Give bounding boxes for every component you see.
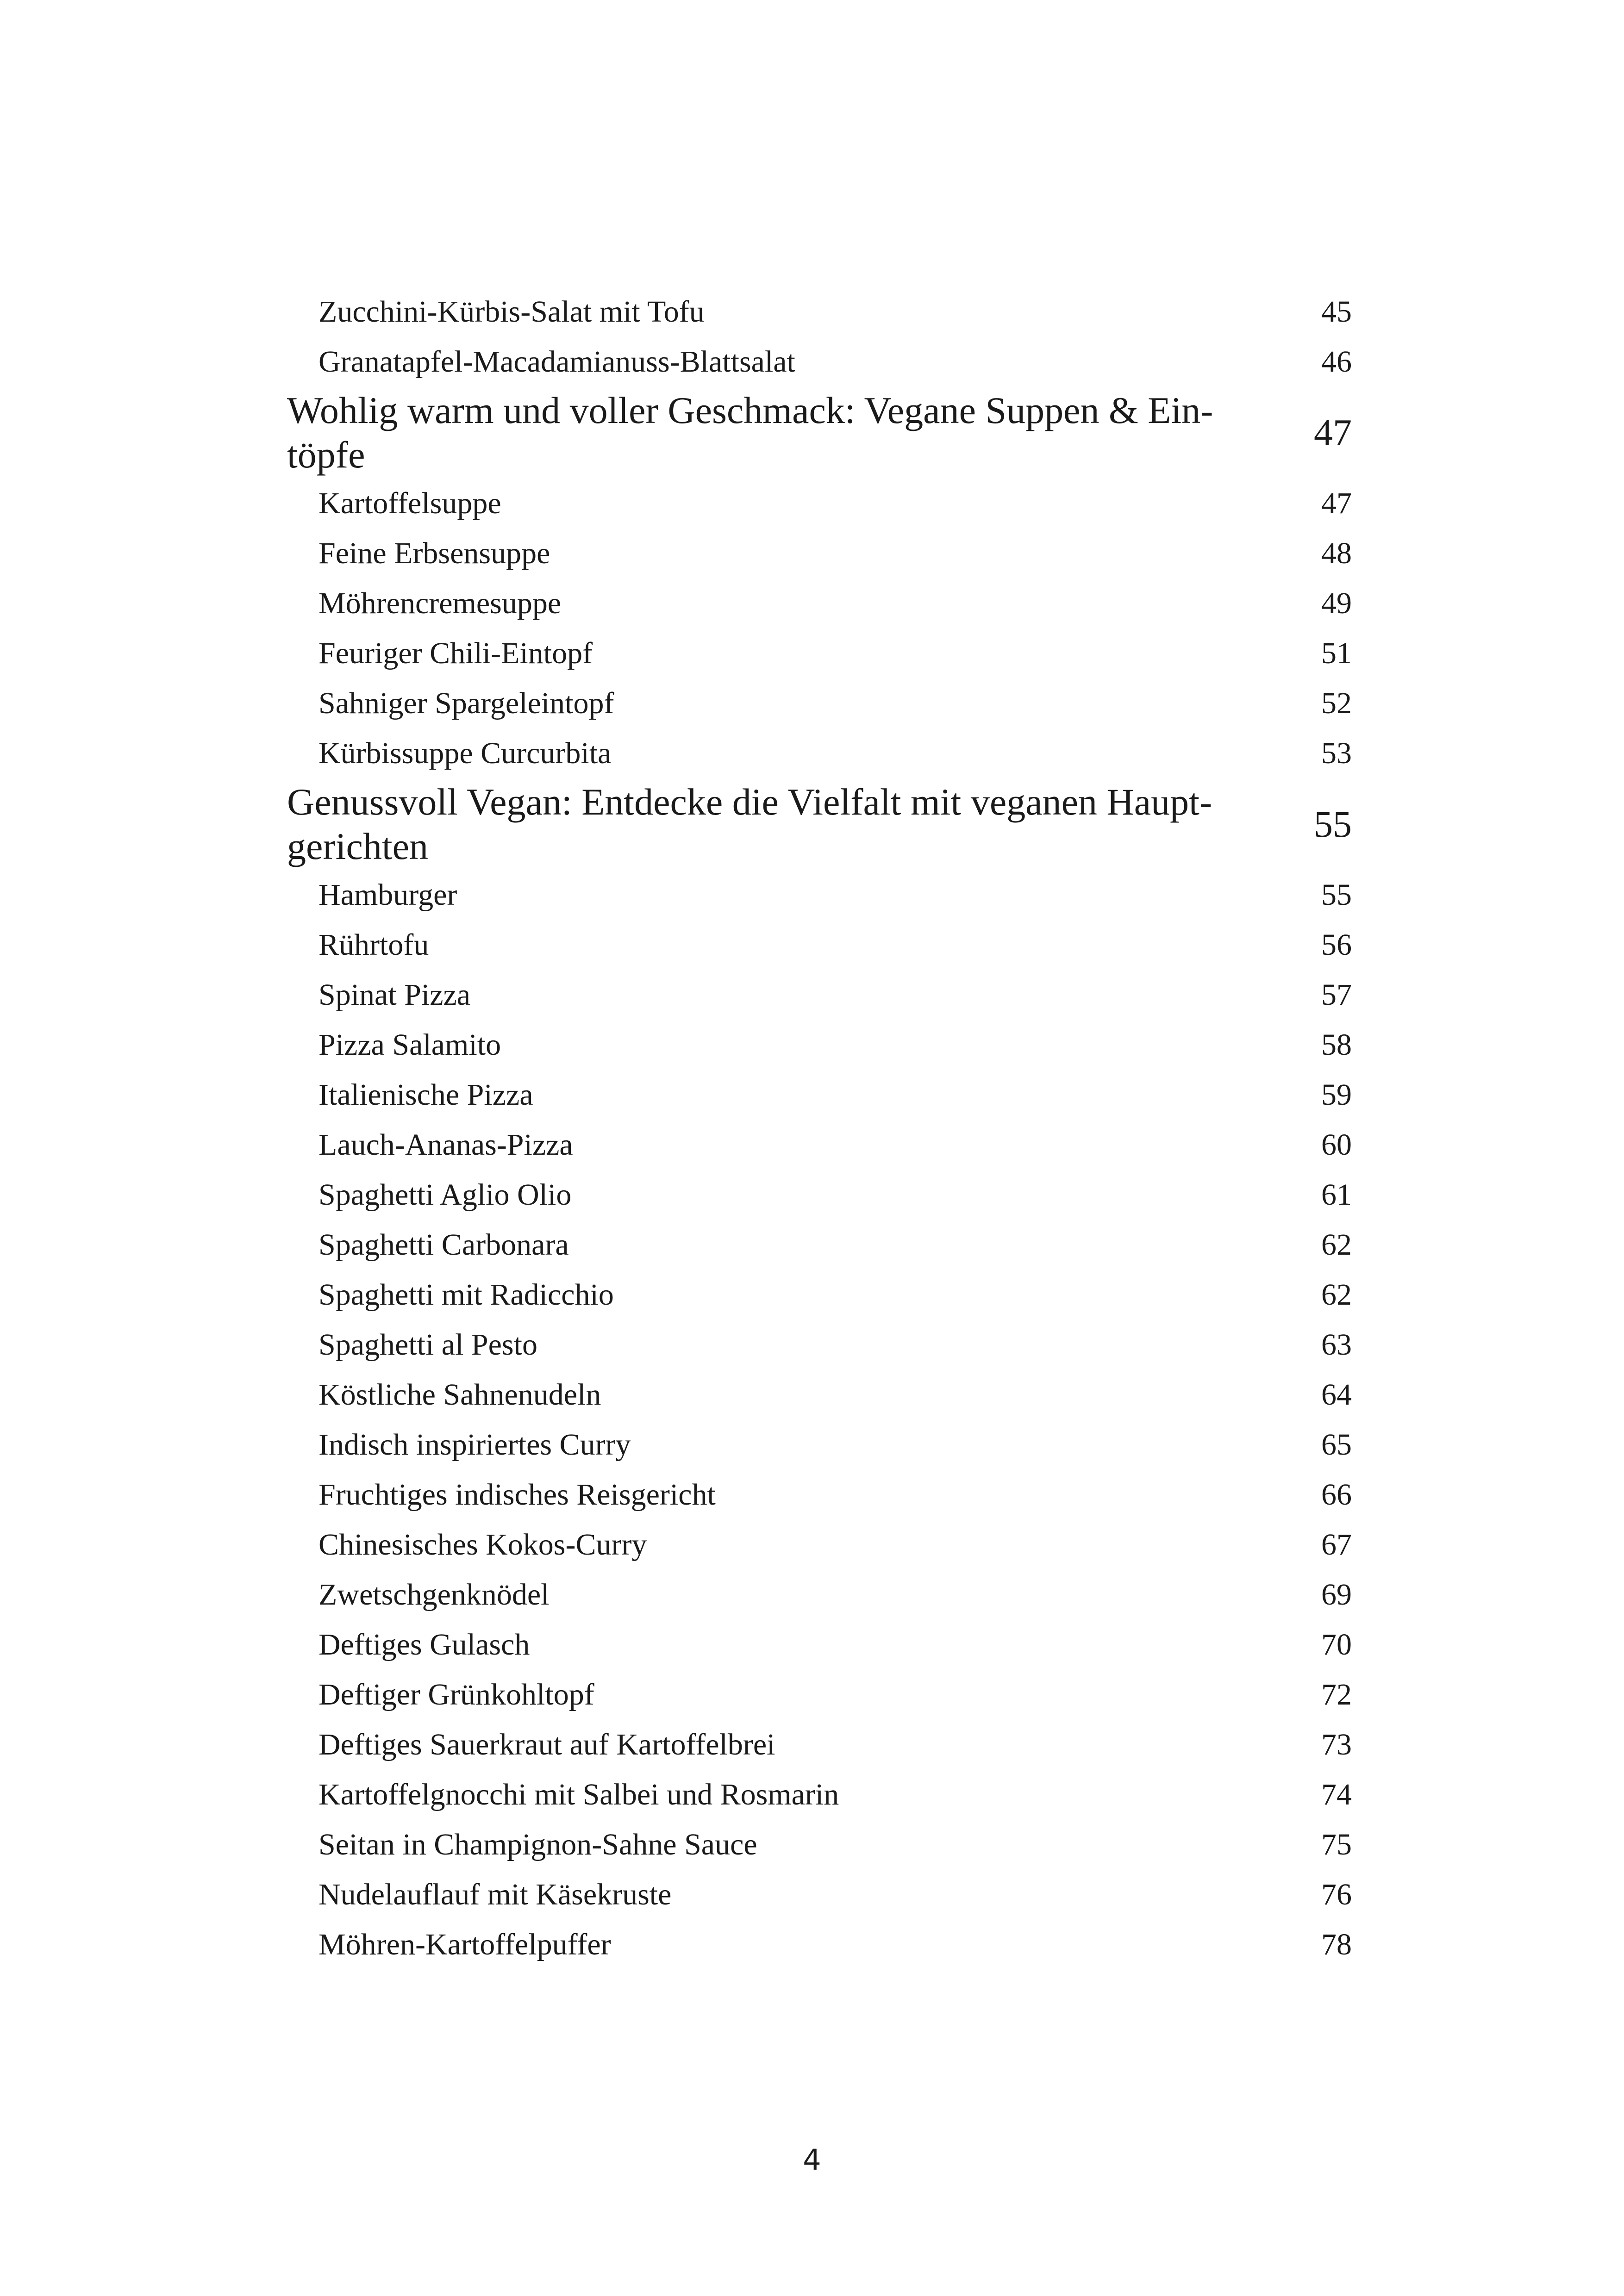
toc-page-number: 73 — [1321, 1728, 1352, 1761]
toc-entry[interactable] — [287, 628, 1352, 678]
toc-entry[interactable] — [287, 1870, 1352, 1920]
toc-entry[interactable] — [287, 1220, 1352, 1270]
toc-page-number: 52 — [1321, 686, 1352, 720]
toc-entry-title: Nudelauflauf mit Käsekruste — [319, 1878, 672, 1911]
toc-entry-title: Möhren-Kartoffelpuffer — [319, 1928, 611, 1961]
toc-page-number: 65 — [1321, 1428, 1352, 1462]
toc-entry[interactable] — [287, 728, 1352, 778]
toc-page-number: 55 — [1321, 878, 1352, 912]
toc-entry-title: Kartoffelsuppe — [319, 486, 501, 520]
toc-entry[interactable] — [287, 970, 1352, 1020]
page-number: 4 — [803, 2143, 821, 2177]
toc-chapter-entry[interactable] — [287, 389, 1352, 477]
toc-page-number: 61 — [1321, 1178, 1352, 1212]
toc-entry[interactable] — [287, 1420, 1352, 1470]
toc-entry-title: Indisch inspiriertes Curry — [319, 1428, 631, 1462]
toc-page-number: 67 — [1321, 1528, 1352, 1562]
toc-entry-title: Chinesisches Kokos-Curry — [319, 1528, 647, 1562]
toc-page-number: 46 — [1321, 345, 1352, 379]
toc-chapter-title: Wohlig warm und voller Geschmack: Vegane Suppen & Ein- töpfe — [287, 389, 1213, 476]
toc-entry[interactable] — [287, 1370, 1352, 1420]
toc-entry[interactable] — [287, 1620, 1352, 1670]
toc-entry[interactable] — [287, 1520, 1352, 1570]
toc-entry[interactable] — [287, 1020, 1352, 1070]
toc-page-number: 58 — [1321, 1028, 1352, 1062]
toc-entry[interactable] — [287, 337, 1352, 387]
toc-entry-title: Feine Erbsensuppe — [319, 536, 550, 570]
toc-page-number: 76 — [1321, 1878, 1352, 1911]
toc-entry-title: Zwetschgenknödel — [319, 1578, 550, 1612]
toc-page-number: 48 — [1321, 536, 1352, 570]
toc-entry[interactable] — [287, 479, 1352, 529]
toc-entry-title: Kürbissuppe Curcurbita — [319, 736, 612, 770]
toc-entry-title: Granatapfel-Macadamianuss-Blattsalat — [319, 345, 795, 379]
toc-entry[interactable] — [287, 1320, 1352, 1370]
toc-page-number: 59 — [1321, 1078, 1352, 1112]
toc-entry[interactable] — [287, 1920, 1352, 1970]
toc-page-number: 45 — [1321, 295, 1352, 329]
toc-page-number: 55 — [1314, 803, 1352, 845]
toc-entry[interactable] — [287, 678, 1352, 728]
toc-page-number: 56 — [1321, 928, 1352, 962]
toc-page-number: 74 — [1321, 1778, 1352, 1811]
toc-entry-title: Feuriger Chili-Eintopf — [319, 636, 593, 670]
toc-entry-title: Spinat Pizza — [319, 978, 471, 1012]
toc-page-number: 62 — [1321, 1278, 1352, 1312]
toc-entry-title: Deftiges Gulasch — [319, 1628, 530, 1661]
toc-entry-title: Zucchini-Kürbis-Salat mit Tofu — [319, 295, 705, 329]
table-of-contents — [287, 287, 1352, 1970]
toc-entry[interactable] — [287, 1170, 1352, 1220]
toc-page-number: 60 — [1321, 1128, 1352, 1162]
toc-entry[interactable] — [287, 579, 1352, 628]
toc-page-number: 57 — [1321, 978, 1352, 1012]
toc-chapter-title: Genussvoll Vegan: Entdecke die Vielfalt mit veganen Haupt- gerichten — [287, 781, 1212, 867]
toc-page-number: 69 — [1321, 1578, 1352, 1612]
toc-page-number: 47 — [1314, 411, 1352, 454]
toc-entry[interactable] — [287, 1470, 1352, 1520]
toc-entry-title: Spaghetti mit Radicchio — [319, 1278, 614, 1312]
toc-page-number: 53 — [1321, 736, 1352, 770]
toc-entry[interactable] — [287, 1270, 1352, 1320]
toc-entry[interactable] — [287, 1070, 1352, 1120]
toc-entry[interactable] — [287, 529, 1352, 579]
toc-entry-title: Deftiges Sauerkraut auf Kartoffelbrei — [319, 1728, 775, 1761]
toc-entry[interactable] — [287, 1720, 1352, 1770]
toc-entry[interactable] — [287, 1770, 1352, 1820]
toc-entry-title: Möhrencremesuppe — [319, 586, 562, 620]
toc-page-number: 66 — [1321, 1478, 1352, 1512]
toc-entry-title: Rührtofu — [319, 928, 429, 962]
toc-page-number: 49 — [1321, 586, 1352, 620]
toc-entry-title: Italienische Pizza — [319, 1078, 533, 1112]
toc-page-number: 75 — [1321, 1828, 1352, 1861]
toc-entry-title: Pizza Salamito — [319, 1028, 501, 1062]
toc-entry[interactable] — [287, 870, 1352, 920]
toc-page-number: 72 — [1321, 1678, 1352, 1711]
toc-entry-title: Lauch-Ananas-Pizza — [319, 1128, 573, 1162]
toc-entry-title: Köstliche Sahnenudeln — [319, 1378, 601, 1412]
toc-entry[interactable] — [287, 1820, 1352, 1870]
toc-entry-title: Spaghetti Carbonara — [319, 1228, 569, 1262]
toc-entry-title: Spaghetti Aglio Olio — [319, 1178, 572, 1212]
toc-entry-title: Seitan in Champignon-Sahne Sauce — [319, 1828, 757, 1861]
toc-entry[interactable] — [287, 1120, 1352, 1170]
toc-entry[interactable] — [287, 1570, 1352, 1620]
toc-page-number: 63 — [1321, 1328, 1352, 1362]
toc-entry-title: Sahniger Spargeleintopf — [319, 686, 614, 720]
toc-chapter-entry[interactable] — [287, 780, 1352, 868]
toc-entry[interactable] — [287, 1670, 1352, 1720]
toc-page-number: 51 — [1321, 636, 1352, 670]
toc-entry-title: Kartoffelgnocchi mit Salbei und Rosmarin — [319, 1778, 839, 1811]
toc-entry-title: Fruchtiges indisches Reisgericht — [319, 1478, 716, 1512]
toc-entry-title: Hamburger — [319, 878, 457, 912]
toc-entry[interactable] — [287, 920, 1352, 970]
toc-page-number: 64 — [1321, 1378, 1352, 1412]
toc-page-number: 78 — [1321, 1928, 1352, 1961]
toc-page-number: 47 — [1321, 486, 1352, 520]
toc-entry[interactable] — [287, 287, 1352, 337]
toc-entry-title: Deftiger Grünkohltopf — [319, 1678, 594, 1711]
toc-page-number: 62 — [1321, 1228, 1352, 1262]
toc-entry-title: Spaghetti al Pesto — [319, 1328, 537, 1362]
toc-page-number: 70 — [1321, 1628, 1352, 1661]
